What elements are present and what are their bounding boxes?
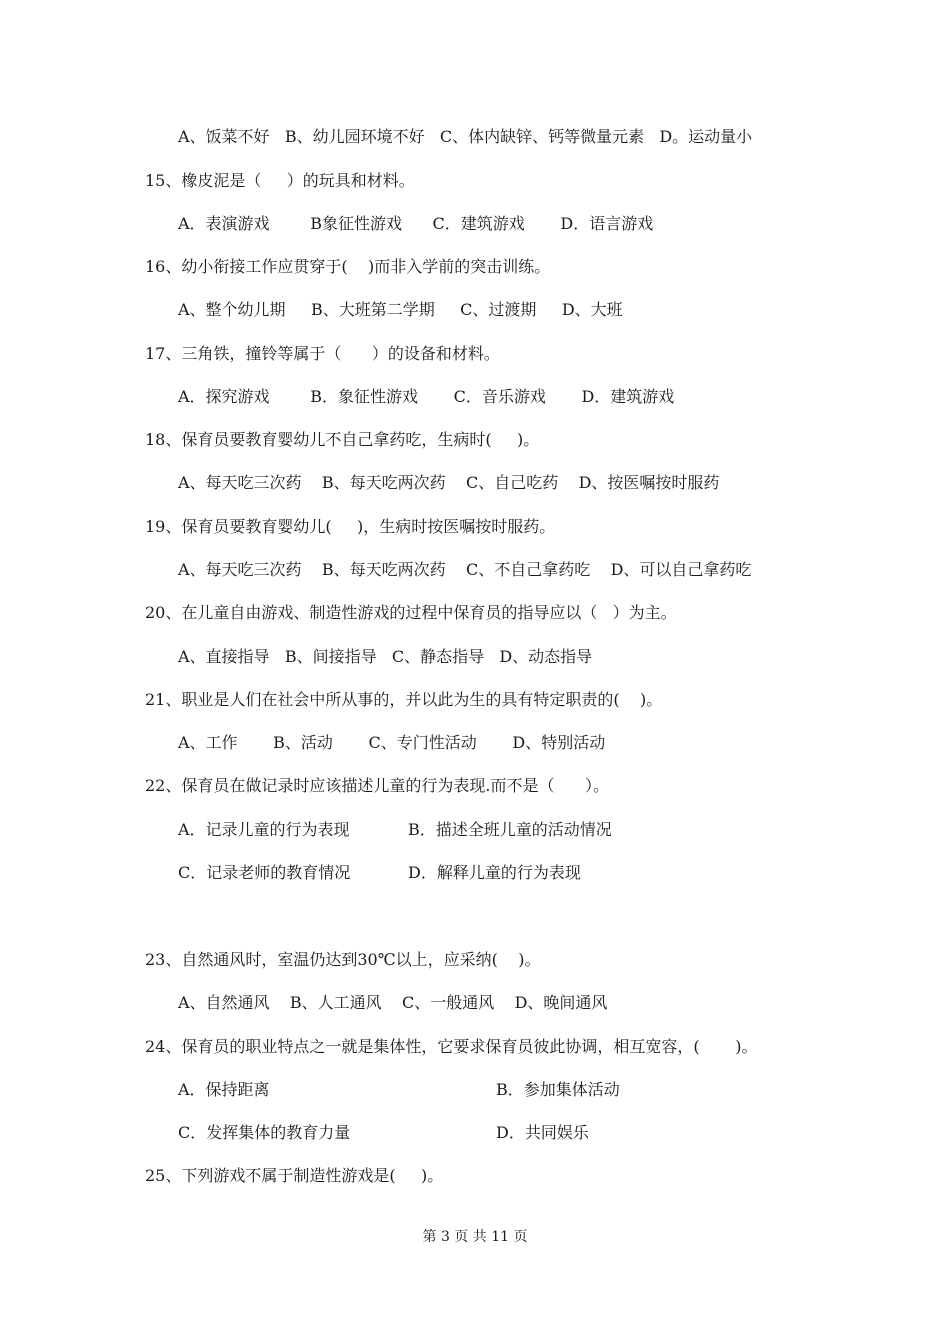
- q17-options: A．探究游戏 B．象征性游戏 C．音乐游戏 D．建筑游戏: [178, 387, 675, 406]
- question-17: 17、三角铁，撞铃等属于（ ）的设备和材料。: [145, 344, 500, 363]
- q20-options: A、直接指导 B、间接指导 C、静态指导 D、动态指导: [178, 647, 593, 666]
- q22-option-a: A．记录儿童的行为表现: [178, 820, 350, 839]
- q24-option-b: B．参加集体活动: [496, 1080, 620, 1099]
- q24-option-a: A．保持距离: [178, 1080, 270, 1099]
- q19-options: A、每天吃三次药 B、每天吃两次药 C、不自己拿药吃 D、可以自己拿药吃: [178, 560, 752, 579]
- q22-option-d: D．解释儿童的行为表现: [408, 863, 581, 882]
- q24-option-d: D．共同娱乐: [496, 1123, 589, 1142]
- question-20: 20、在儿童自由游戏、制造性游戏的过程中保育员的指导应以（ ）为主。: [145, 603, 677, 622]
- question-21: 21、职业是人们在社会中所从事的，并以此为生的具有特定职责的( )。: [145, 690, 663, 709]
- q24-option-c: C．发挥集体的教育力量: [178, 1123, 351, 1142]
- q16-options: A、整个幼儿期 B、大班第二学期 C、过渡期 D、大班: [178, 300, 623, 319]
- question-18: 18、保育员要教育婴幼儿不自己拿药吃，生病时( )。: [145, 430, 540, 449]
- question-19: 19、保育员要教育婴幼儿( )，生病时按医嘱按时服药。: [145, 517, 556, 536]
- q14-options: A、饭菜不好 B、幼儿园环境不好 C、体内缺锌、钙等微量元素 D。运动量小: [178, 127, 753, 146]
- question-24: 24、保育员的职业特点之一就是集体性，它要求保育员彼此协调，相互宽容，( )。: [145, 1037, 758, 1056]
- q22-option-c: C．记录老师的教育情况: [178, 863, 351, 882]
- q18-options: A、每天吃三次药 B、每天吃两次药 C、自己吃药 D、按医嘱按时服药: [178, 473, 720, 492]
- question-25: 25、下列游戏不属于制造性游戏是( )。: [145, 1166, 444, 1185]
- q22-option-b: B．描述全班儿童的活动情况: [408, 820, 612, 839]
- q15-options: A．表演游戏 B象征性游戏 C．建筑游戏 D．语言游戏: [178, 214, 654, 233]
- question-23: 23、自然通风时，室温仍达到30℃以上，应采纳( )。: [145, 950, 541, 969]
- q23-options: A、自然通风 B、人工通风 C、一般通风 D、晚间通风: [178, 993, 608, 1012]
- question-16: 16、幼小衔接工作应贯穿于( )而非入学前的突击训练。: [145, 257, 551, 276]
- question-22: 22、保育员在做记录时应该描述儿童的行为表现.而不是（ ）。: [145, 776, 609, 795]
- q21-options: A、工作 B、活动 C、专门性活动 D、特别活动: [178, 733, 606, 752]
- page-footer: 第 3 页 共 11 页: [422, 1229, 528, 1245]
- question-15: 15、橡皮泥是（ ）的玩具和材料。: [145, 171, 415, 190]
